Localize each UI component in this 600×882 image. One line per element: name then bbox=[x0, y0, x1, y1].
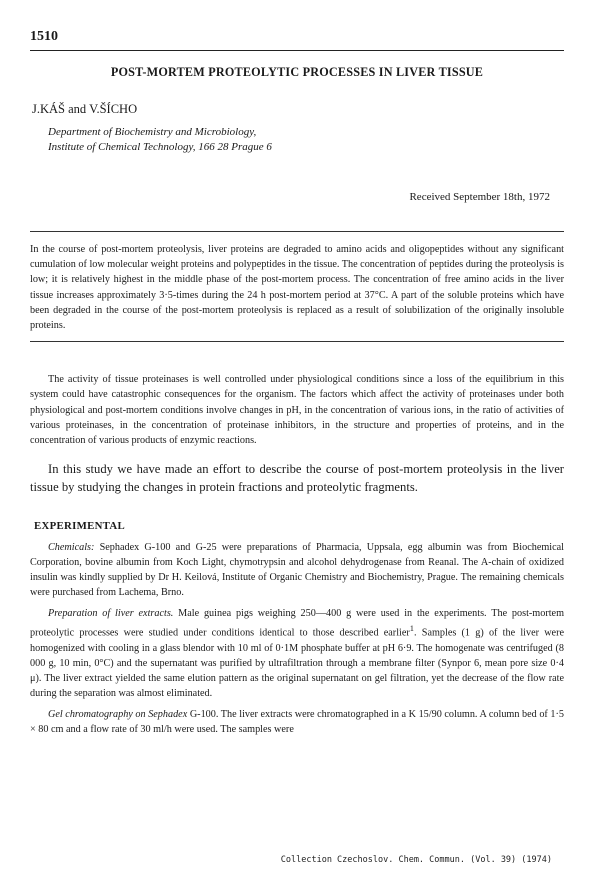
section-heading-experimental: EXPERIMENTAL bbox=[34, 520, 125, 533]
gel-chromatography-paragraph bbox=[30, 707, 564, 737]
chemicals-paragraph bbox=[30, 540, 564, 600]
affiliation-line-1: Department of Biochemistry and Microbiology, bbox=[48, 126, 257, 138]
header-rule bbox=[30, 50, 564, 51]
liver-extracts-paragraph bbox=[30, 606, 564, 700]
article-title: POST-MORTEM PROTEOLYTIC PROCESSES IN LIVER TISSUE bbox=[110, 65, 484, 79]
reference-superscript: 1 bbox=[409, 623, 415, 634]
gel-chromatography-lead: Gel chromatography on Sephadex bbox=[48, 708, 188, 720]
intro-paragraph-1: The activity of tissue proteinases is well controlled under physiological conditions since a loss of the equilibrium in this system could have catastrophic consequences for the organism. The factors which affect the activity of proteinases under both physiological and post-mortem conditions involve changes in pH, in the concentration of various ions, in the ratio of activities of various proteinases, in the concentration of proteinase inhibitors, in the structure and properties of proteins, and in the concentration of various products of enzymic reactions. bbox=[30, 374, 564, 447]
affiliation bbox=[48, 125, 564, 155]
liver-extracts-text-cont: . Samples (1 g) of the liver were homogenized with cooling in a glass blendor with 10 ml of 0·1M phosphate buffer at pH 6·9. The homogenate was centrifuged (8 000 g, 10 min, 0°C) and the supernatant was purified by ultrafiltration through a membrane filter (Synpor 6, mean pore size 0·4 μ). The liver extract yielded the same elution pattern as the original supernatant on gel filtration, yet the decrease of the flow rate during the separation was almost eliminated. bbox=[30, 627, 564, 699]
intro-paragraph-2: In this study we have made an effort to describe the course of post-mortem proteolysis in the liver tissue by studying the changes in protein fractions and proteolytic fragments. bbox=[30, 462, 564, 495]
affiliation-line-2: Institute of Chemical Technology, 166 28 Prague 6 bbox=[48, 141, 272, 153]
liver-extracts-lead: Preparation of liver extracts. bbox=[48, 608, 174, 620]
received-date: Received September 18th, 1972 bbox=[409, 191, 550, 203]
gel-chromatography-text: G-100. The liver extracts were chromatographed in a K 15/90 column. A column bed of 1·5 × 80 cm and a flow rate of 30 ml/h were used. The samples were bbox=[30, 708, 564, 735]
chemicals-lead: Chemicals: bbox=[48, 542, 95, 554]
journal-footer: Collection Czechoslov. Chem. Commun. (Vol. 39) (1974) bbox=[280, 855, 552, 865]
journal-page bbox=[30, 28, 564, 737]
authors: J.KÁŠ and V.ŠÍCHO bbox=[32, 102, 138, 116]
abstract: In the course of post-mortem proteolysis, liver proteins are degraded to amino acids and oligopeptides without any significant cumulation of low molecular weight proteins and polypeptides in the tissue. The concentration of peptides during the proteolysis is low; it is relatively highest in the middle phase of the post-mortem process. The concentration of free amino acids in the liver tissue increases approximately 3·5-times during the 24 h post-mortem period at 37°C. A part of the soluble proteins which have been degraded in the course of the post-mortem proteolysis is replaced as a result of solubilization of the originally insoluble proteins. bbox=[30, 244, 564, 332]
chemicals-text: Sephadex G-100 and G-25 were preparations of Pharmacia, Uppsala, egg albumin was from Biochemical Corporation, bovine albumin from Koch Light, chymotrypsin and alcohol dehydrogenase from Reanal. The A-chain of oxidized insulin was kindly supplied by Dr H. Keilová, Institute of Organic Chemistry and Biochemistry, Prague. The remaining chemicals were purchased from Lachema, Brno. bbox=[30, 542, 564, 599]
liver-extracts-text: Male guinea pigs weighing 250—400 g were used in the experiments. The post-mortem proteolytic processes were studied under conditions identical to those described earlier bbox=[30, 608, 564, 639]
abstract-bottom-rule bbox=[30, 341, 564, 342]
abstract-top-rule bbox=[30, 231, 564, 232]
page-number: 1510 bbox=[30, 29, 58, 44]
